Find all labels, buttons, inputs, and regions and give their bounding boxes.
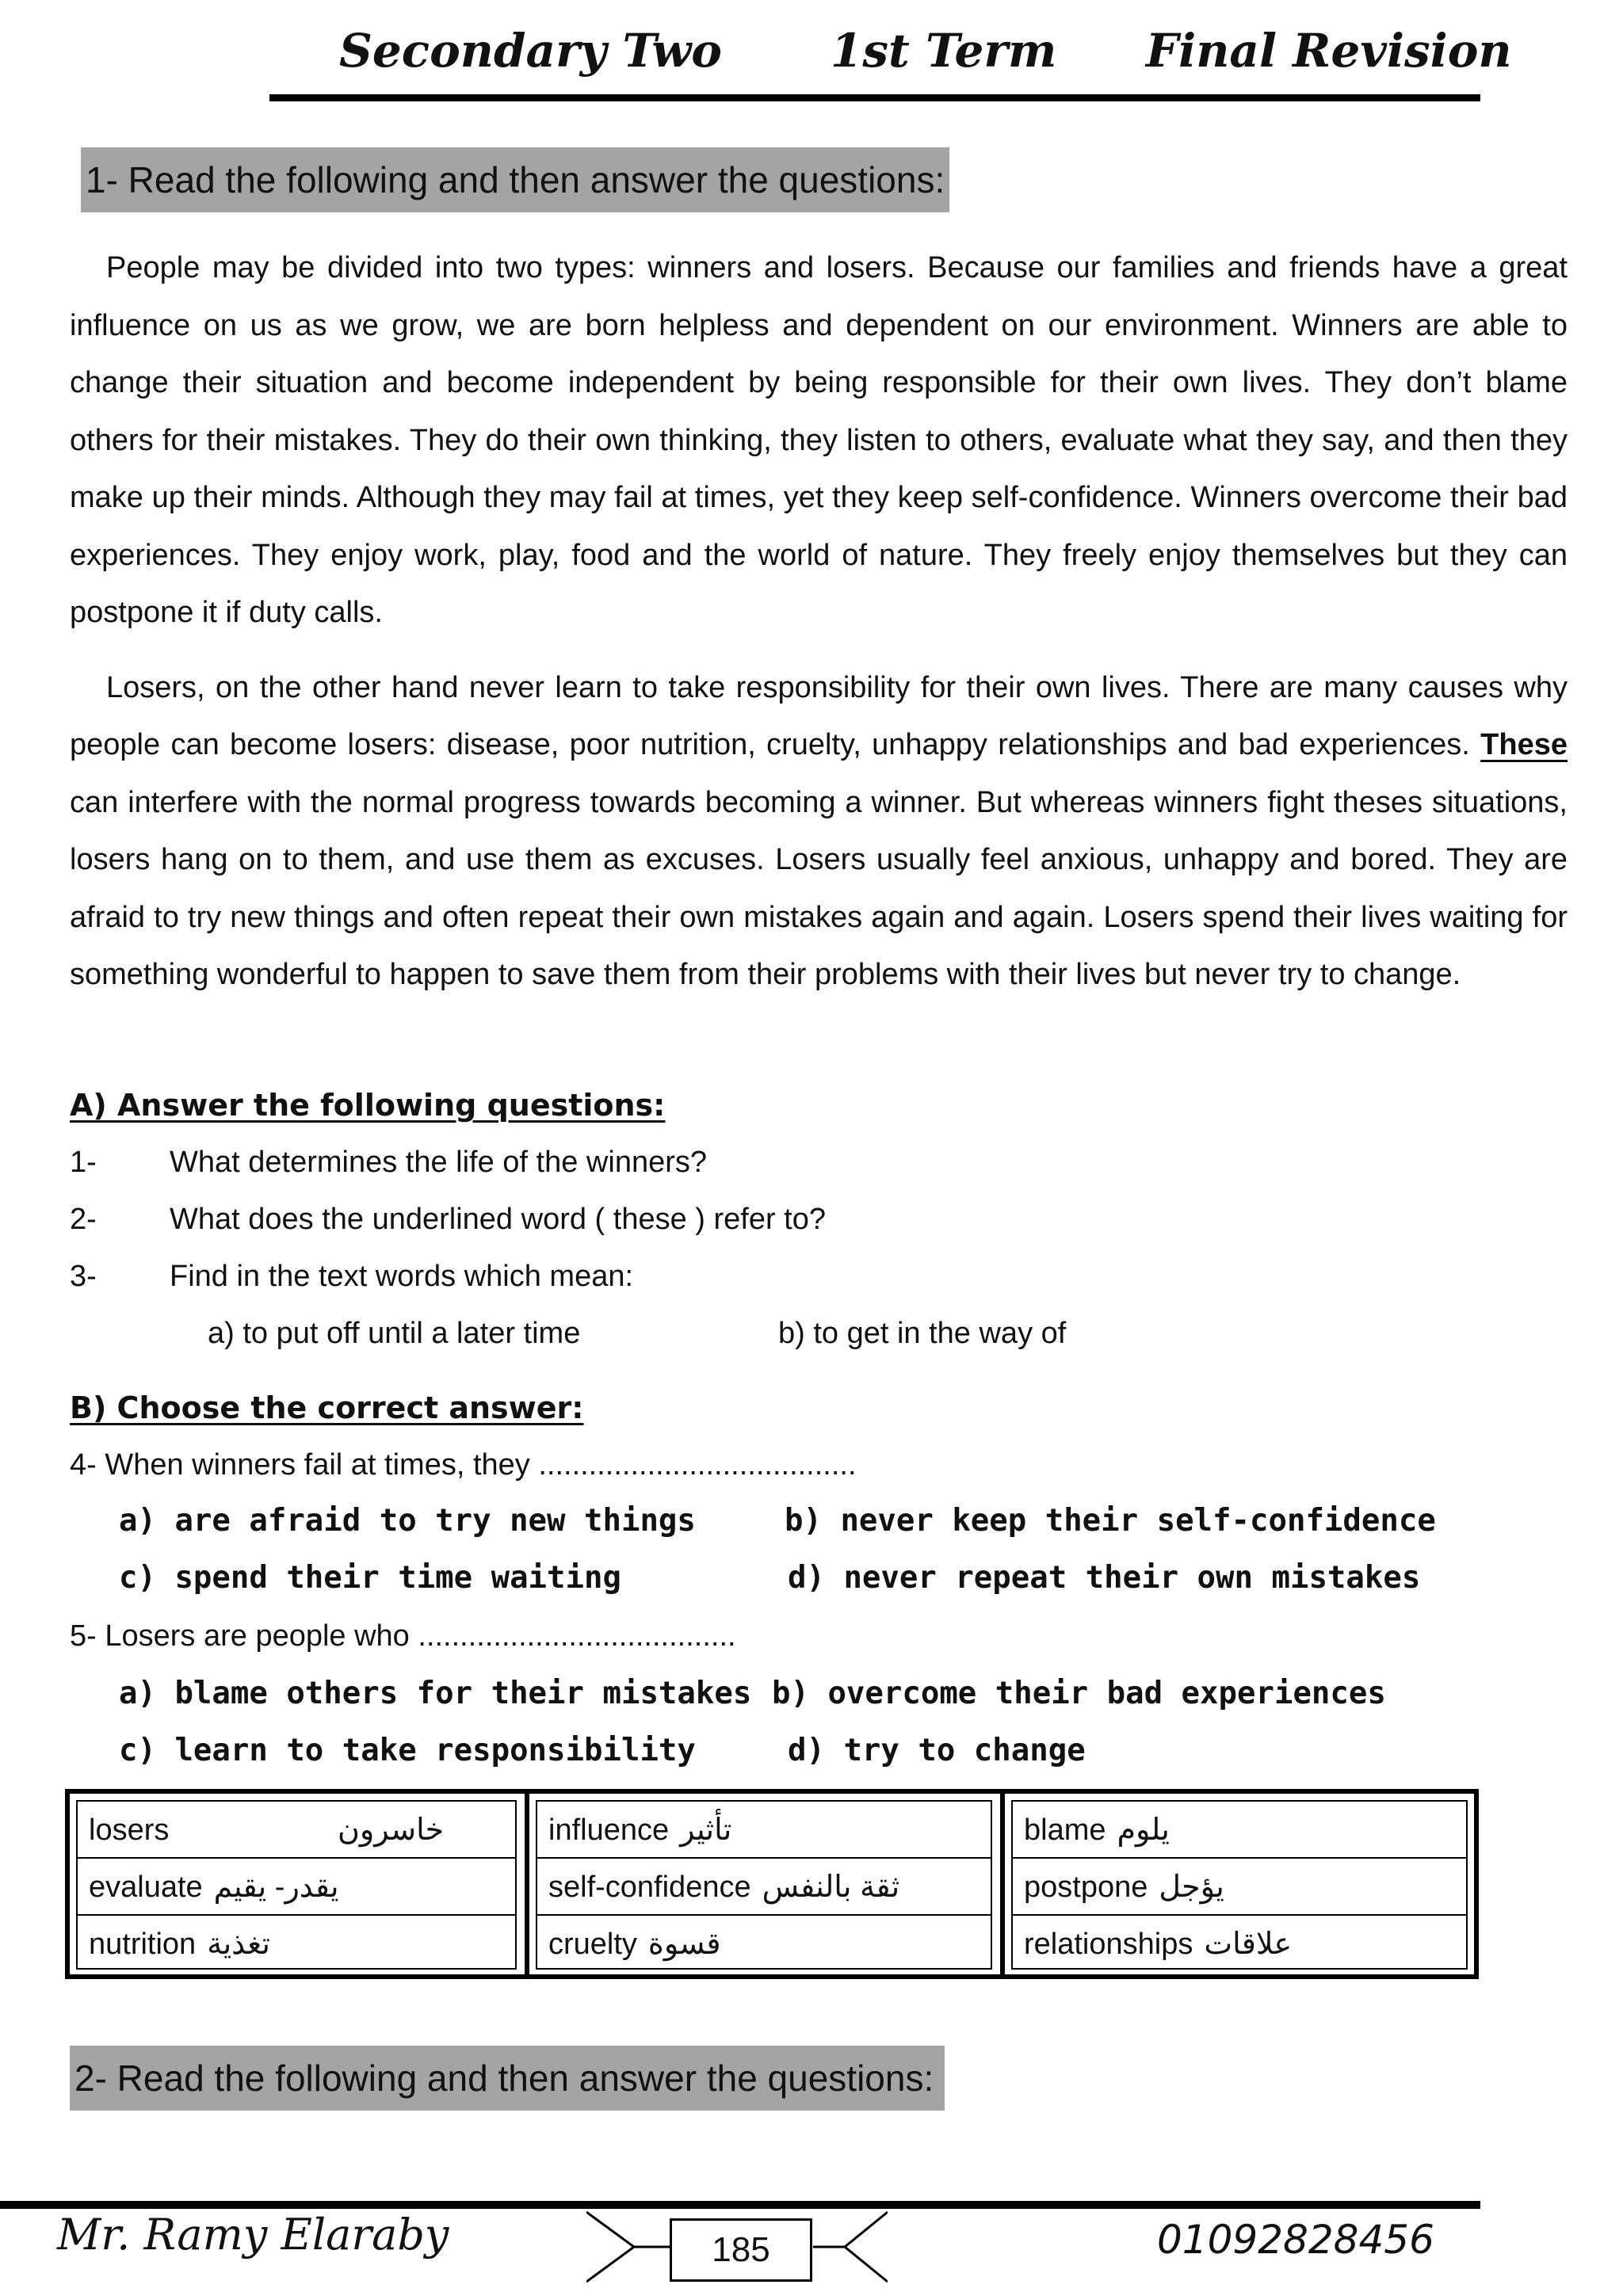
question-3-text: Find in the text words which mean: [170,1260,634,1293]
question-4: 4- When winners fail at times, they ...................................... [70,1448,857,1482]
header-grade: Secondary Two [339,24,722,78]
vocab-cell [89,1802,444,1859]
underlined-word: These [1480,728,1568,761]
passage-p2-end: can interfere with the normal progress towards becoming a winner. But whereas winners fight theses situations, losers hang on to them, and use them as excuses. Losers usually feel anxious, unhappy and bored. They are afraid to try new things and often repeat their own mistakes again and again. Losers spend their lives waiting for something wonderful to happen to save them from their problems with their lives but never try to change. [70,785,1568,991]
question-3-number: 3- [70,1260,97,1293]
table-divider [525,1794,529,1974]
question-2-number: 2- [70,1203,97,1236]
q5-option-a: a) blame others for their mistakes [119,1676,752,1711]
phone-number: 01092828456 [1157,2217,1434,2263]
vocab-cell [548,1859,899,1916]
question-2-text: What does the underlined word ( these ) refer to? [170,1203,827,1236]
q5-option-c: c) learn to take responsibility [119,1733,696,1768]
vocab-english: nutrition [89,1928,197,1961]
question-1-number: 1- [70,1146,97,1179]
vocab-arabic: تغذية [207,1928,271,1961]
vocab-english: evaluate [89,1871,203,1904]
vocab-arabic: قسوة [647,1928,721,1961]
passage-paragraph-2 [70,659,1568,1004]
header-title: Final Revision [1146,24,1512,78]
vocab-english: self-confidence [548,1871,751,1904]
q4-option-a: a) are afraid to try new things [119,1503,696,1539]
vocab-column-3 [1011,1800,1468,1970]
question-1-text: What determines the life of the winners? [170,1146,708,1179]
teacher-name: Mr. Ramy Elaraby [57,2210,449,2260]
vocab-arabic: يؤجل [1159,1871,1224,1904]
vocab-cell [548,1916,721,1973]
section-2-title: 2- Read the following and then answer the questions: [70,2046,945,2111]
vocab-english: relationships [1024,1928,1193,1961]
q5-option-d: d) try to change [788,1733,1086,1768]
vocab-arabic: يقدر- يقيم [213,1871,339,1904]
header-rule [269,94,1480,101]
vocab-cell [1024,1802,1170,1859]
passage-paragraph-1: People may be divided into two types: winners and losers. Because our families and friends have a great influence on us as we grow, we are born helpless and dependent on our environment. Winners are able to change their situation and become independent by being responsible for their own lives. They don’t blame others for their mistakes. They do their own thinking, they listen to others, evaluate what they say, and then they make up their minds. Although they may fail at times, yet they keep self-confidence. Winners overcome their bad experiences. They enjoy work, play, food and the world of nature. They freely enjoy themselves but they can postpone it if duty calls. [70,251,1568,629]
vocab-cell [89,1859,339,1916]
vocab-column-2 [536,1800,992,1970]
q4-option-d: d) never repeat their own mistakes [788,1560,1421,1596]
vocab-english: postpone [1024,1871,1148,1904]
vocab-arabic: تأثير [680,1814,732,1847]
question-3a: a) to put off until a later time [208,1317,581,1350]
vocab-english: blame [1024,1814,1106,1847]
vocab-arabic: ثقة بالنفس [762,1871,900,1904]
question-5: 5- Losers are people who ...................................... [70,1619,736,1653]
table-divider [1000,1794,1005,1974]
vocab-cell [1024,1859,1224,1916]
section-1-title: 1- Read the following and then answer the questions: [81,147,949,212]
q4-option-c: c) spend their time waiting [119,1560,621,1596]
page-number: 185 [670,2218,812,2282]
part-b-heading: B) Choose the correct answer: [70,1390,584,1425]
vocab-english: influence [548,1814,670,1847]
q5-option-b: b) overcome their bad experiences [772,1676,1386,1711]
vocab-arabic: خاسرون [338,1814,445,1847]
reading-passage [70,239,1568,1004]
vocabulary-table [65,1789,1479,1979]
vocab-column-1 [76,1800,517,1970]
header-term: 1st Term [831,24,1057,78]
q4-option-b: b) never keep their self-confidence [785,1503,1436,1539]
vocab-cell [1024,1916,1292,1973]
vocab-cell [89,1916,270,1973]
vocab-english: losers [89,1814,170,1847]
vocab-arabic: علاقات [1204,1928,1293,1961]
vocab-arabic: يلوم [1117,1814,1170,1847]
passage-p2-start: Losers, on the other hand never learn to take responsibility for their own lives. There are many causes why people can become losers: disease, poor nutrition, cruelty, unhappy relationships and bad experiences. [70,670,1568,761]
vocab-cell [548,1802,731,1859]
part-a-heading: A) Answer the following questions: [70,1088,666,1123]
question-3b: b) to get in the way of [778,1317,1067,1350]
vocab-english: cruelty [548,1928,637,1961]
